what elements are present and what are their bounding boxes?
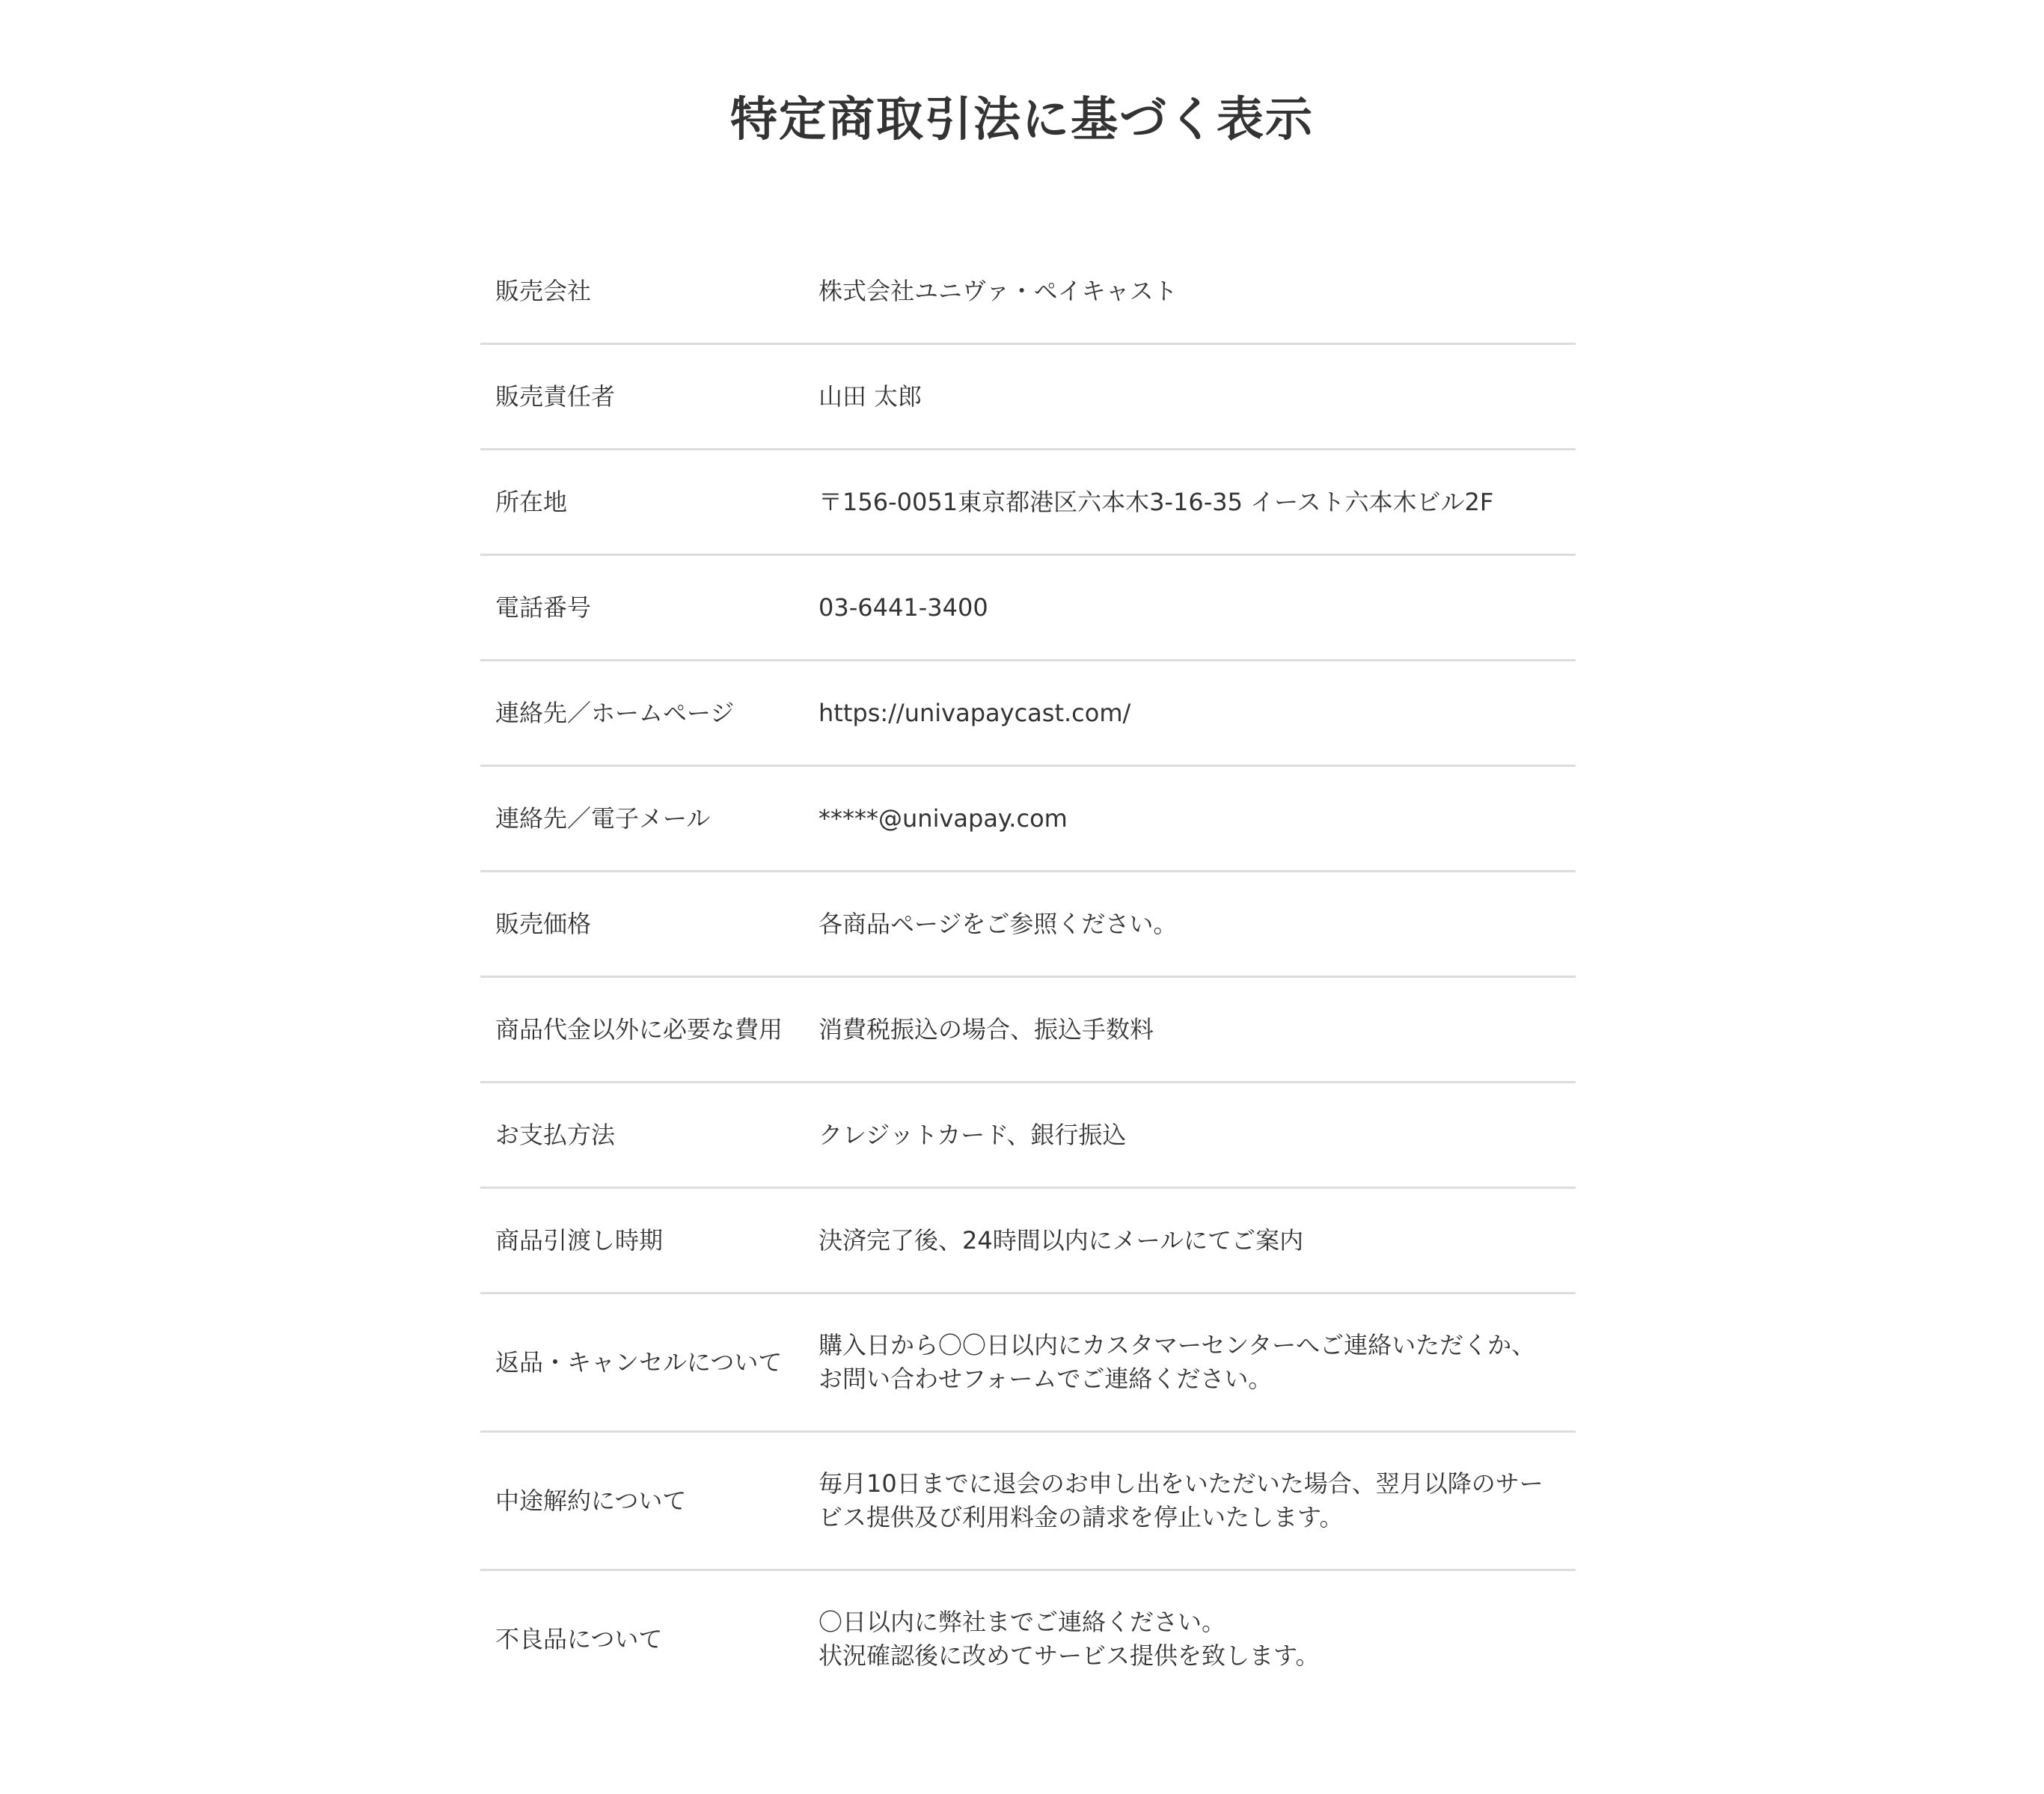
table-row-defects bbox=[480, 1570, 1576, 1708]
row-label: 連絡先／ホームページ bbox=[495, 698, 735, 727]
row-label: 連絡先／電子メール bbox=[495, 803, 711, 833]
row-label: お支払方法 bbox=[495, 1120, 616, 1149]
row-value: クレジットカード、銀行振込 bbox=[818, 1120, 1127, 1149]
table-row-manager bbox=[480, 344, 1576, 450]
table-row-extra-fees bbox=[480, 977, 1576, 1083]
row-label: 商品引渡し時期 bbox=[495, 1225, 664, 1255]
row-value-line: 毎月10日までに退会のお申し出をいただいた場合、翌月以降のサー bbox=[818, 1469, 1543, 1498]
page-title: 特定商取引法に基づく表示 bbox=[730, 92, 1314, 147]
table-row-phone bbox=[480, 555, 1576, 661]
row-value-line: ビス提供及び利用料金の請求を停止いたします。 bbox=[818, 1503, 1344, 1531]
table-row-homepage bbox=[480, 661, 1576, 766]
table-row-address bbox=[480, 450, 1576, 555]
row-value: 山田 太郎 bbox=[818, 382, 922, 411]
row-value: 株式会社ユニヴァ・ペイキャスト bbox=[818, 276, 1178, 305]
row-label: 販売会社 bbox=[495, 276, 592, 305]
row-label: 中途解約について bbox=[495, 1486, 687, 1515]
row-value-line: 購入日から〇〇日以内にカスタマーセンターへご連絡いただくか、 bbox=[818, 1331, 1536, 1359]
row-value bbox=[804, 1570, 1576, 1708]
row-value bbox=[804, 1294, 1576, 1432]
homepage-link[interactable]: https://univapaycast.com/ bbox=[818, 698, 1131, 727]
row-value-line: お問い合わせフォームでご連絡ください。 bbox=[818, 1365, 1273, 1393]
row-label: 不良品について bbox=[495, 1624, 663, 1653]
row-label: 販売責任者 bbox=[495, 382, 616, 411]
row-label: 返品・キャンセルについて bbox=[495, 1347, 783, 1377]
row-value bbox=[804, 1432, 1576, 1570]
table-row-payment-method bbox=[480, 1083, 1576, 1188]
table-row-returns bbox=[480, 1294, 1576, 1432]
row-value: *****@univapay.com bbox=[818, 803, 1068, 833]
table-row-price bbox=[480, 872, 1576, 977]
row-label: 所在地 bbox=[495, 487, 568, 516]
row-value: 03-6441-3400 bbox=[818, 593, 988, 622]
row-label: 商品代金以外に必要な費用 bbox=[495, 1014, 783, 1044]
table-row-cancellation bbox=[480, 1432, 1576, 1570]
row-value: 各商品ページをご参照ください。 bbox=[818, 909, 1178, 938]
row-value: 消費税振込の場合、振込手数料 bbox=[818, 1014, 1154, 1044]
row-label: 販売価格 bbox=[495, 909, 592, 938]
row-value-line: 状況確認後に改めてサービス提供を致します。 bbox=[818, 1641, 1320, 1670]
table-row-email bbox=[480, 766, 1576, 872]
table-row-seller bbox=[480, 239, 1576, 344]
row-label: 電話番号 bbox=[495, 593, 592, 622]
table-row-delivery-time bbox=[480, 1188, 1576, 1294]
row-value: 決済完了後、24時間以内にメールにてご案内 bbox=[818, 1225, 1304, 1255]
row-value-line: 〇日以内に弊社までご連絡ください。 bbox=[818, 1608, 1226, 1636]
row-value: 〒156-0051東京都港区六本木3-16-35 イースト六本木ビル2F bbox=[818, 487, 1494, 516]
commerce-disclosure-table bbox=[480, 239, 1576, 1707]
